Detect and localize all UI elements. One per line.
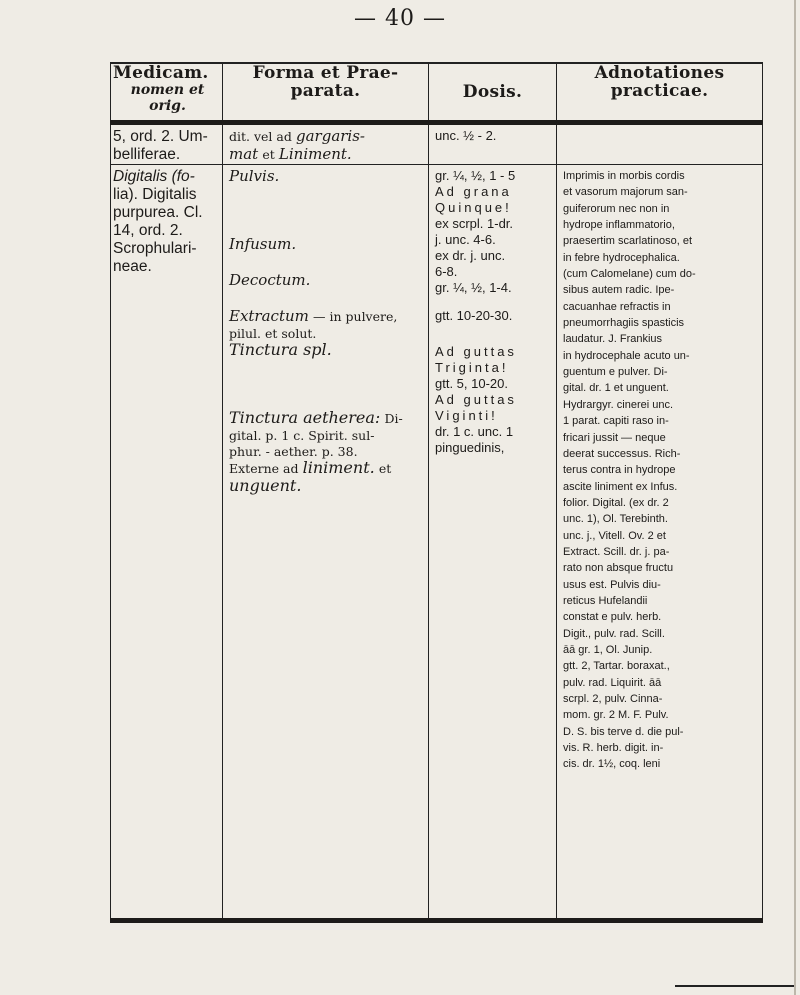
table-row-digitalis bbox=[111, 165, 763, 921]
cell-medicam bbox=[111, 123, 223, 165]
adnotatio-line: pulv. rad. Liquirit. āā bbox=[563, 676, 662, 689]
forma-italic: unguent. bbox=[229, 476, 302, 495]
adnotatio-line: terus contra in hydrope bbox=[563, 464, 676, 477]
medicam-name-line: purpurea. Cl. bbox=[113, 204, 203, 221]
medicam-name-line: Digitalis (fo- bbox=[113, 168, 195, 185]
adnotatio-line: in febre hydrocephalica. bbox=[563, 251, 680, 264]
adnotatio-line: Digit., pulv. rad. Scill. bbox=[563, 627, 665, 640]
header-adnotationes bbox=[557, 63, 763, 123]
forma-tinctura-aetherea: Tinctura aetherea: bbox=[229, 408, 381, 427]
medicam-name-line: 14, ord. 2. bbox=[113, 222, 183, 239]
adnotatio-line: 1 parat. capiti raso in- bbox=[563, 415, 669, 428]
dosis-line: dr. 1 c. unc. 1 bbox=[435, 424, 514, 439]
adnotatio-line: Extract. Scill. dr. j. pa- bbox=[563, 545, 670, 558]
header-row bbox=[111, 63, 763, 123]
adnotatio-line: pneumorrhagiis spasticis bbox=[563, 317, 685, 330]
dosis-line: pinguedinis, bbox=[435, 440, 505, 455]
adnotatio-line: vis. R. herb. digit. in- bbox=[563, 742, 664, 755]
page-edge bbox=[794, 0, 796, 995]
dosis-line: 6-8. bbox=[435, 264, 458, 279]
adnotatio-line: folior. Digital. (ex dr. 2 bbox=[563, 496, 669, 509]
forma-text: dit. vel ad bbox=[229, 129, 292, 144]
header-forma-title2: parata. bbox=[290, 81, 361, 101]
dosis-line: ex dr. j. unc. bbox=[435, 248, 506, 263]
adnotatio-line: unc. j., Vitell. Ov. 2 et bbox=[563, 529, 666, 542]
adnotatio-line: unc. 1), Ol. Terebinth. bbox=[563, 513, 668, 526]
forma-infusum: Infusum. bbox=[229, 235, 297, 253]
forma-text: phur. - aether. p. 38. bbox=[229, 444, 358, 459]
cell-adnotationes bbox=[557, 123, 763, 165]
dosis-text: unc. ½ - 2. bbox=[435, 128, 497, 143]
adnotatio-line: constat e pulv. herb. bbox=[563, 611, 662, 624]
adnotatio-line: praesertim scarlatinoso, et bbox=[563, 235, 692, 248]
cell-medicam bbox=[111, 165, 223, 921]
cell-forma bbox=[223, 165, 429, 921]
header-medicam bbox=[111, 63, 223, 123]
adnotatio-line: cacuanhae refractis in bbox=[563, 300, 671, 313]
forma-italic: liniment. bbox=[302, 458, 375, 477]
adnotatio-line: sibus autem radic. Ipe- bbox=[563, 284, 675, 297]
adnotatio-line: reticus Hufelandii bbox=[563, 594, 648, 607]
forma-text: Di- bbox=[384, 411, 403, 426]
forma-text: Externe ad bbox=[229, 461, 299, 476]
dosis-line: gtt. 10-20-30. bbox=[435, 308, 513, 323]
adnotatio-line: rato non absque fructu bbox=[563, 562, 674, 575]
header-forma-title: Forma et Prae- bbox=[252, 63, 399, 83]
cell-dosis bbox=[429, 165, 557, 921]
adnotatio-line: usus est. Pulvis diu- bbox=[563, 578, 661, 591]
adnotatio-line: hydrope inflammatorio, bbox=[563, 219, 675, 232]
bottom-rule bbox=[675, 985, 795, 987]
dosis-line: Ad grana bbox=[435, 184, 512, 199]
dosis-line: gtt. 5, 10-20. bbox=[435, 376, 508, 391]
page-number: — 40 — bbox=[354, 6, 446, 31]
adnotatio-line: D. S. bis terve d. die pul- bbox=[563, 725, 684, 738]
adnotatio-line: (cum Calomelane) cum do- bbox=[563, 268, 696, 281]
dosis-line: Ad guttas bbox=[435, 344, 517, 359]
forma-italic: gargaris- bbox=[296, 127, 365, 145]
dosis-line: gr. ¼, ½, 1 - 5 bbox=[435, 168, 516, 183]
cell-adnotationes bbox=[557, 165, 763, 921]
adnotatio-line: et vasorum majorum san- bbox=[563, 186, 688, 199]
cell-dosis bbox=[429, 123, 557, 165]
medicam-name-line: lia). Digitalis bbox=[113, 186, 197, 203]
adnotatio-line: in hydrocephale acuto un- bbox=[563, 349, 690, 362]
header-medicam-subtitle: nomen et orig. bbox=[130, 82, 205, 114]
adnotatio-line: gtt. 2, Tartar. boraxat., bbox=[563, 660, 670, 673]
dosis-line: j. unc. 4-6. bbox=[435, 232, 496, 247]
dosis-line: Quinque! bbox=[435, 200, 512, 215]
adnotatio-line: deerat successus. Rich- bbox=[563, 447, 681, 460]
adnotatio-line: Imprimis in morbis cordis bbox=[563, 170, 685, 182]
header-adnotationes-title: Adnotationes bbox=[594, 63, 725, 83]
adnotatio-line: ascite liniment ex Infus. bbox=[563, 480, 678, 493]
dosis-line: Ad guttas bbox=[435, 392, 517, 407]
dosis-line: Triginta! bbox=[435, 360, 509, 375]
forma-text: et bbox=[378, 461, 392, 476]
medicam-name: 5, ord. 2. Um-belliferae. bbox=[113, 128, 208, 163]
adnotatio-line: āā gr. 1, Ol. Junip. bbox=[563, 643, 653, 656]
adnotatio-line: scrpl. 2, pulv. Cinna- bbox=[563, 693, 663, 705]
forma-text: pilul. et solut. bbox=[229, 326, 317, 341]
adnotatio-line: cis. dr. 1½, coq. leni bbox=[563, 758, 661, 771]
materia-medica-table bbox=[110, 62, 763, 923]
adnotatio-line: Hydrargyr. cinerei unc. bbox=[563, 398, 674, 411]
adnotatio-line: guentum e pulver. Di- bbox=[563, 366, 668, 379]
dosis-line: gr. ¼, ½, 1-4. bbox=[435, 280, 512, 295]
forma-italic: mat bbox=[229, 145, 259, 163]
adnotatio-line: mom. gr. 2 M. F. Pulv. bbox=[563, 709, 669, 722]
forma-pulvis: Pulvis. bbox=[229, 167, 280, 185]
forma-text: gital. p. 1 c. Spirit. sul- bbox=[229, 428, 375, 443]
forma-decoctum: Decoctum. bbox=[229, 271, 311, 289]
adnotatio-line: laudatur. J. Frankius bbox=[563, 333, 663, 346]
medicam-name-line: Scrophulari- bbox=[113, 240, 197, 257]
forma-text: et bbox=[262, 147, 275, 162]
header-forma bbox=[223, 63, 429, 123]
adnotatio-line: fricari jussit — neque bbox=[563, 431, 666, 444]
header-medicam-title: Medicam. bbox=[113, 63, 209, 83]
dosis-line: ex scrpl. 1-dr. bbox=[435, 216, 514, 231]
forma-text: — in pulvere, bbox=[313, 309, 398, 324]
dosis-line: Viginti! bbox=[435, 408, 498, 423]
forma-extractum: Extractum bbox=[229, 307, 309, 325]
forma-italic: Liniment. bbox=[278, 145, 352, 163]
table-row-umbelliferae bbox=[111, 123, 763, 165]
header-dosis-title: Dosis. bbox=[462, 82, 523, 102]
header-adnotationes-title2: practicae. bbox=[610, 81, 709, 101]
medicam-name-line: neae. bbox=[113, 258, 152, 275]
cell-forma bbox=[223, 123, 429, 165]
header-dosis bbox=[429, 63, 557, 123]
adnotatio-line: gital. dr. 1 et unguent. bbox=[563, 382, 669, 395]
forma-tinctura: Tinctura spl. bbox=[229, 340, 332, 359]
adnotatio-line: guiferorum nec non in bbox=[563, 202, 670, 215]
